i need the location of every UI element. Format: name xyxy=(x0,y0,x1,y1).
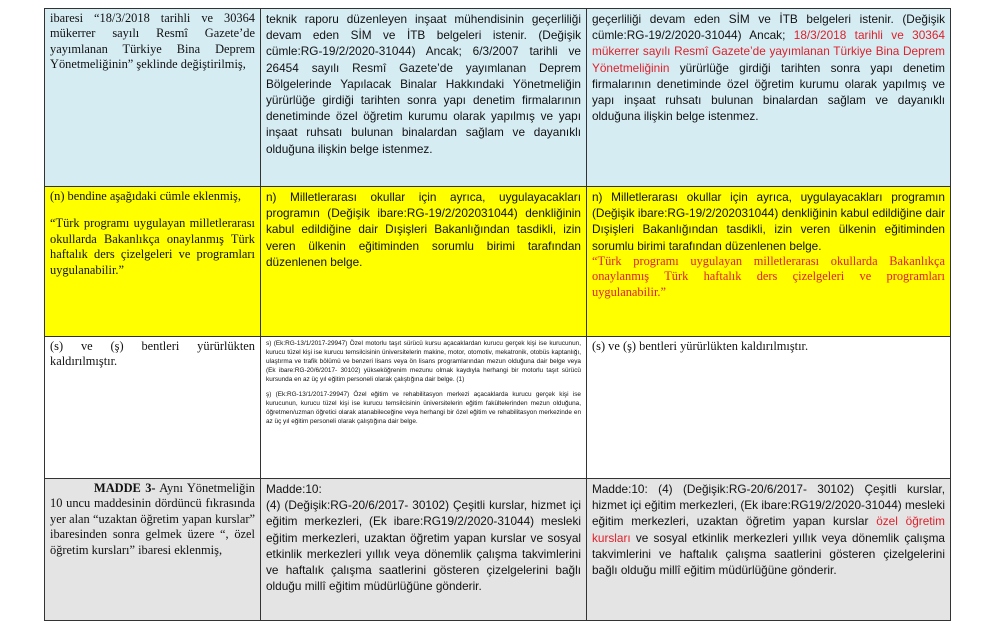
new-text: (s) ve (ş) bentleri yürürlükten kaldırılmıştır. xyxy=(592,339,809,353)
new-text-post: yürürlüğe girdiği tarihten sonra yapı denetim firmalarının denetiminde özel öğretim kurumu olarak yapılmış ve yapı inşaat ruhsatı bulunan binalardan sağlam ve dayanıklı olduğuna ilişkin belge istenmez. xyxy=(592,60,945,124)
old-text-cell xyxy=(261,479,587,621)
old-text-sh: ş) (Ek:RG-13/1/2017-29947) Özel eğitim ve rehabilitasyon merkezi açacaklarda kurucu gerçek kişi ise kurucunun, kurucu tüzel kişi ise kurucu temsilcisinin üniversitelerin eğitim fakültelerinden mezun olduğuna, öğretmen/uzman öğretici olarak atanabileceğine veya herhangi bir özel eğitim ve rehabilitasyon merkezinde en az üç yıl eğitim personeli olarak çalıştığına dair belge. xyxy=(266,391,581,425)
new-text-cell xyxy=(587,479,951,621)
new-text-highlight: 18/3/2018 tarihli ve 30364 mükerrer sayılı Resmî Gazete’de yayımlanan Türkiye Bina Deprem Yönetmeliğinin xyxy=(592,28,945,75)
new-text-pre: geçerliliği devam eden SİM ve İTB belgeleri istenir. (Değişik cümle:RG-19/2/2020-31044) Ancak; xyxy=(592,12,945,43)
old-text-heading: Madde:10: xyxy=(266,482,322,496)
change-description-cell xyxy=(45,479,261,621)
new-text-cell xyxy=(587,337,951,479)
old-text-cell xyxy=(261,9,587,187)
change-description-intro: (n) bendine aşağıdaki cümle eklenmiş, xyxy=(50,189,241,203)
new-text-cell xyxy=(587,187,951,337)
new-text xyxy=(592,11,945,124)
old-text: teknik raporu düzenleyen inşaat mühendisinin geçerliliği devam eden SİM ve İTB belgeleri istenir. (Değişik cümle:RG-19/2/2020-31044) Ancak; 6/3/2007 tarihli ve 26454 sayılı Resmî Gazete’de yayımlanan Deprem Bölgelerinde Yapılacak Binalar Hakkındaki Yönetmeliğin yürürlüğe girdiği tarihten sonra yapı denetim firmalarının denetiminde özel öğretim kurumu olarak yapılmış ve yapı inşaat ruhsatı bulunan binalardan sağlam ve dayanıklı olduğuna ilişkin belge istenmez. xyxy=(266,12,581,156)
article-label: MADDE 3- xyxy=(94,481,156,495)
old-text-cell xyxy=(261,337,587,479)
change-description-cell xyxy=(45,187,261,337)
added-sentence: “Türk programı uygulayan milletlerarası okullarda Bakanlıkça onaylanmış Türk haftalık ders çizelgeleri ve programları uygulanabilir.” xyxy=(50,216,255,277)
new-text-cell xyxy=(587,9,951,187)
old-text: n) Milletlerarası okullar için ayrıca, uygulayacakları programın (Değişik ibare:RG-19/2/202031044) denkliğinin kabul edildiğine dair Dışişleri Bakanlığından tasdikli, izin veren ülkenin eğitiminden sorumlu birimi tarafından düzenlenen belge. xyxy=(266,190,581,269)
new-text-highlight: “Türk programı uygulayan milletlerarası okullarda Bakanlıkça onaylanmış Türk haftalık ders çizelgeleri ve programları uygulanabilir.” xyxy=(592,253,945,299)
comparison-table xyxy=(44,8,951,621)
change-description xyxy=(50,481,255,558)
new-text xyxy=(592,481,945,578)
change-description-text: Aynı Yönetmeliğin 10 uncu maddesinin dördüncü fıkrasında yer alan “uzaktan öğretim yapan kurslar” ibaresinden sonra gelmek üzere “, özel öğretim kursları” ibaresi eklenmiş, xyxy=(50,481,255,557)
change-description-cell xyxy=(45,337,261,479)
change-description: ibaresi “18/3/2018 tarihli ve 30364 mükerrer sayılı Resmî Gazete’de yayımlanan Türkiye Bina Deprem Yönetmeliğinin” şeklinde değiştirilmiş, xyxy=(50,11,255,72)
table-row xyxy=(45,9,951,187)
table-row xyxy=(45,337,951,479)
table-row xyxy=(45,479,951,621)
change-description-cell xyxy=(45,9,261,187)
change-description: (s) ve (ş) bentleri yürürlükten kaldırılmıştır. xyxy=(50,339,255,369)
new-text-post: ve sosyal etkinlik merkezleri yıllık veya dönemlik çalışma takvimlerini ve haftalık çalışma saatlerini gösteren çizelgelerini bağlı olduğu millî eğitim müdürlüğüne gönderir. xyxy=(592,530,945,578)
new-text-pre: Madde:10: (4) (Değişik:RG-20/6/2017- 30102) Çeşitli kurslar, hizmet içi eğitim merkezleri, (Ek ibare:RG19/2/2020-31044) mesleki eğitim merkezleri, uzaktan öğretim yapan kurslar xyxy=(592,482,945,529)
new-text: n) Milletlerarası okullar için ayrıca, uygulayacakları programın (Değişik ibare:RG-19/2/202031044) denkliğinin kabul edildiğine dair Dışişleri Bakanlığından tasdikli, izin veren ülkenin eğitiminden sorumlu birimi tarafından düzenlenen belge. xyxy=(592,190,945,253)
old-text-cell xyxy=(261,187,587,337)
new-text-highlight: özel öğretim kursları xyxy=(592,514,945,545)
old-text-s: s) (Ek:RG-13/1/2017-29947) Özel motorlu taşıt sürücü kursu açacaklardan kurucu gerçek kişi ise kurucunun, kurucu tüzel kişi ise kurucu temsilcisinin üniversitelerin makine, motor, otomotiv, mekatronik, otobüs kaptanlığı, ulaştırma ve trafik bölümü ve benzeri lisans veya ön lisans programlarından mezun olduğuna dair belge veya (Ek ibare:RG-20/6/2017- 30102) yükseköğrenim mezunu olmak kaydıyla herhangi bir motorlu taşıt sürücü kursunda en az üç yıl eğitim personeli olarak çalıştığına dair belge. (1) xyxy=(266,340,581,383)
table-row xyxy=(45,187,951,337)
old-text: (4) (Değişik:RG-20/6/2017- 30102) Çeşitli kurslar, hizmet içi eğitim merkezleri, (Ek ibare:RG19/2/2020-31044) mesleki eğitim merkezleri, uzaktan öğretim yapan kurslar ve sosyal etkinlik merkezleri yıllık veya dönemlik çalışma takvimlerini ve haftalık çalışma saatlerini gösteren çizelgelerini bağlı olduğu millî eğitim müdürlüğüne gönderir. xyxy=(266,498,581,594)
